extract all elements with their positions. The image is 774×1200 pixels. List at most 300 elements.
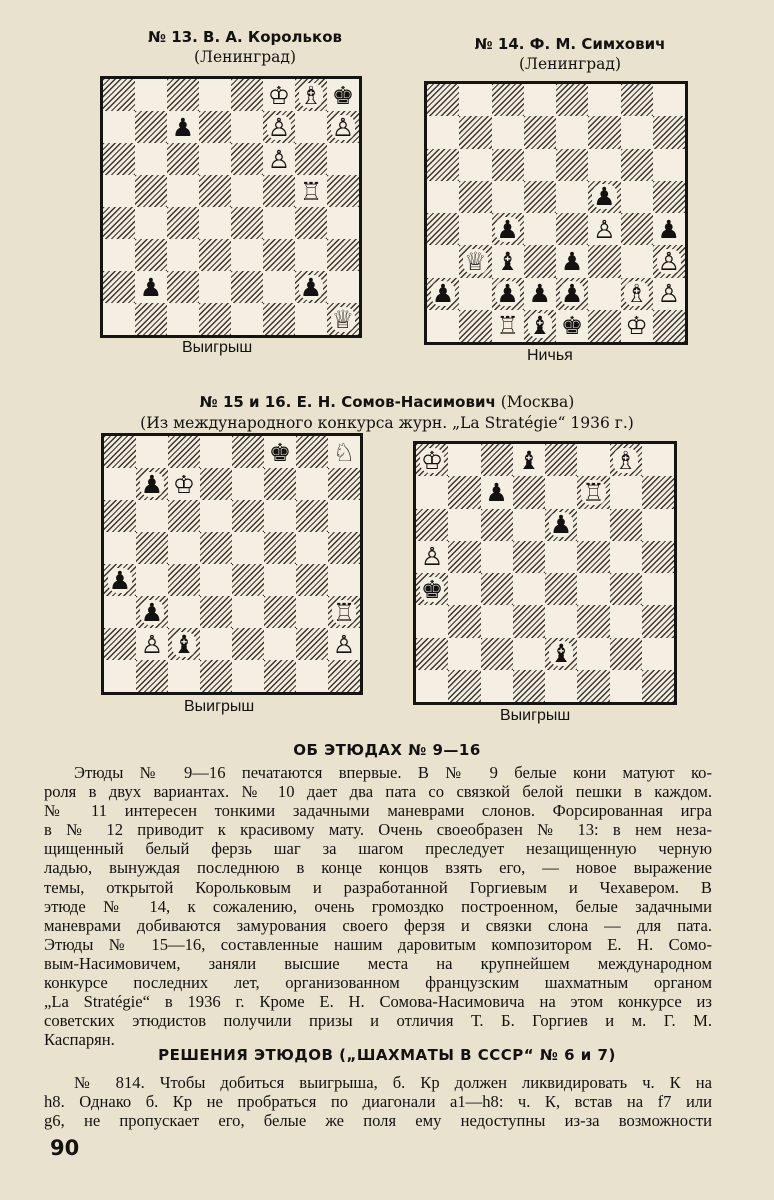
- square-g3: [621, 245, 653, 277]
- chess-board-15: [101, 433, 363, 695]
- square-a5: [427, 181, 459, 213]
- square-h6: [642, 509, 674, 541]
- square-f5: [263, 175, 295, 207]
- square-f1: [588, 310, 620, 342]
- square-c8: [481, 444, 513, 476]
- square-a6: [103, 143, 135, 175]
- square-a1: [427, 310, 459, 342]
- square-f4: [264, 564, 296, 596]
- section-1-body: [44, 763, 712, 1049]
- section-heading-studies-9-16: ОБ ЭТЮДАХ № 9—16: [293, 741, 481, 759]
- chess-board-16: [413, 441, 677, 705]
- board-grid: [427, 84, 685, 342]
- square-e5: [232, 532, 264, 564]
- square-g7: [610, 476, 642, 508]
- square-c4: [481, 573, 513, 605]
- square-c2: [168, 628, 200, 660]
- square-e3: [231, 239, 263, 271]
- square-d3: [513, 605, 545, 637]
- square-d7: [513, 476, 545, 508]
- square-b7: [448, 476, 480, 508]
- square-g7: [621, 116, 653, 148]
- square-d2: [200, 628, 232, 660]
- text-line: Этюды № 15—16, составленные нашим даровитым композитором Е. Н. Сомо-: [44, 934, 712, 954]
- square-h2: [327, 271, 359, 303]
- square-f7: [263, 111, 295, 143]
- square-e2: [231, 271, 263, 303]
- square-a5: [416, 541, 448, 573]
- text-line: конкурсе последних лет, организованном французским шахматным органом: [44, 973, 712, 993]
- square-a4: [416, 573, 448, 605]
- square-e7: [556, 116, 588, 148]
- text-line: g6, не пропускает его, белые же поля ему недоступны из-за возможности: [44, 1111, 712, 1131]
- square-c2: [481, 638, 513, 670]
- square-h8: [653, 84, 685, 116]
- square-g8: [295, 79, 327, 111]
- square-c4: [167, 207, 199, 239]
- white-queen-icon: ♕: [464, 246, 487, 276]
- square-h7: [328, 468, 360, 500]
- black-king-icon: ♚: [331, 80, 355, 110]
- square-f5: [577, 541, 609, 573]
- square-f7: [588, 116, 620, 148]
- square-e3: [556, 245, 588, 277]
- square-a4: [103, 207, 135, 239]
- square-f6: [264, 500, 296, 532]
- square-f2: [588, 278, 620, 310]
- square-g3: [295, 239, 327, 271]
- square-b3: [135, 239, 167, 271]
- white-pawn-icon: ♙: [332, 629, 356, 659]
- square-a7: [103, 111, 135, 143]
- square-h1: [653, 310, 685, 342]
- square-e6: [556, 149, 588, 181]
- square-h4: [653, 213, 685, 245]
- square-b1: [459, 310, 491, 342]
- text-line: щищенный белый ферзь шаг за шагом преследует незащищенную черную: [44, 839, 712, 859]
- square-g2: [295, 271, 327, 303]
- square-g6: [296, 500, 328, 532]
- square-g4: [295, 207, 327, 239]
- square-b1: [135, 303, 167, 335]
- black-pawn-icon: ♟: [657, 214, 681, 244]
- square-e3: [545, 605, 577, 637]
- black-pawn-icon: ♟: [140, 597, 164, 627]
- square-e8: [545, 444, 577, 476]
- square-a4: [427, 213, 459, 245]
- square-f4: [263, 207, 295, 239]
- study-13-result: Выигрыш: [182, 339, 253, 356]
- square-d8: [513, 444, 545, 476]
- white-pawn-icon: ♙: [420, 542, 444, 572]
- black-pawn-icon: ♟: [549, 510, 573, 540]
- square-d5: [513, 541, 545, 573]
- square-c8: [168, 436, 200, 468]
- square-g3: [296, 596, 328, 628]
- white-bishop-icon: ♗: [614, 445, 637, 475]
- square-e6: [232, 500, 264, 532]
- text-line: вым-Насимовичем, заняли высшие места на крупнейшем международном: [44, 953, 712, 973]
- square-c1: [167, 303, 199, 335]
- square-c5: [168, 532, 200, 564]
- square-d3: [199, 239, 231, 271]
- square-d3: [200, 596, 232, 628]
- square-b6: [135, 143, 167, 175]
- black-bishop-icon: ♝: [172, 629, 196, 659]
- square-c4: [168, 564, 200, 596]
- text-line: роля в двух вариантах. № 10 дает два пата со связкой белой пешки в каждом.: [44, 782, 712, 802]
- study-14-place: (Ленинград): [518, 55, 622, 73]
- white-pawn-icon: ♙: [267, 144, 291, 174]
- square-f6: [577, 509, 609, 541]
- square-e5: [545, 541, 577, 573]
- square-c6: [481, 509, 513, 541]
- square-d6: [513, 509, 545, 541]
- board-grid: [103, 79, 359, 335]
- square-b7: [135, 111, 167, 143]
- square-c6: [168, 500, 200, 532]
- square-h7: [653, 116, 685, 148]
- square-c8: [167, 79, 199, 111]
- square-g8: [621, 84, 653, 116]
- square-e7: [545, 476, 577, 508]
- square-d2: [513, 638, 545, 670]
- study-15-16-title: № 15 и 16. Е. Н. Сомов-Насимович: [199, 393, 496, 411]
- square-e7: [232, 468, 264, 500]
- square-h4: [327, 207, 359, 239]
- square-d3: [524, 245, 556, 277]
- square-h7: [327, 111, 359, 143]
- square-a6: [104, 500, 136, 532]
- text-line: темы, открытой Корольковым и разработанной Горгиевым и Чехавером. В: [44, 877, 712, 897]
- square-b5: [448, 541, 480, 573]
- black-bishop-icon: ♝: [528, 311, 552, 341]
- square-f5: [264, 532, 296, 564]
- text-line: ладью, вынуждая последнюю в конце концов взять его, — новое выражение: [44, 858, 712, 878]
- square-e8: [231, 79, 263, 111]
- square-f2: [264, 628, 296, 660]
- square-f2: [577, 638, 609, 670]
- square-a2: [427, 278, 459, 310]
- square-a6: [427, 149, 459, 181]
- square-c1: [168, 660, 200, 692]
- chess-board-14: [424, 81, 688, 345]
- square-e2: [545, 638, 577, 670]
- square-e2: [232, 628, 264, 660]
- square-g7: [295, 111, 327, 143]
- square-b7: [459, 116, 491, 148]
- square-a3: [416, 605, 448, 637]
- square-g4: [621, 213, 653, 245]
- black-bishop-icon: ♝: [496, 246, 519, 276]
- square-g4: [610, 573, 642, 605]
- white-rook-icon: ♖: [582, 477, 605, 507]
- square-a8: [103, 79, 135, 111]
- study-14-result: Ничья: [527, 347, 573, 364]
- black-bishop-icon: ♝: [549, 639, 573, 669]
- board-grid: [104, 436, 360, 692]
- black-pawn-icon: ♟: [528, 279, 552, 309]
- square-f4: [588, 213, 620, 245]
- square-a6: [416, 509, 448, 541]
- square-h3: [642, 605, 674, 637]
- square-d7: [200, 468, 232, 500]
- square-f7: [577, 476, 609, 508]
- section-heading-solutions: РЕШЕНИЯ ЭТЮДОВ („ШАХМАТЫ В СССР“ № 6 и 7): [158, 1046, 616, 1064]
- square-h3: [328, 596, 360, 628]
- square-b8: [448, 444, 480, 476]
- square-f8: [588, 84, 620, 116]
- square-g3: [610, 605, 642, 637]
- square-c2: [167, 271, 199, 303]
- square-c6: [492, 149, 524, 181]
- square-b1: [448, 670, 480, 702]
- square-a8: [104, 436, 136, 468]
- square-a4: [104, 564, 136, 596]
- square-a1: [416, 670, 448, 702]
- white-rook-icon: ♖: [299, 176, 323, 206]
- square-d1: [199, 303, 231, 335]
- study-13-title: № 13. В. А. Корольков: [147, 28, 342, 46]
- square-h6: [328, 500, 360, 532]
- square-f8: [264, 436, 296, 468]
- square-b2: [136, 628, 168, 660]
- square-d8: [199, 79, 231, 111]
- square-g2: [296, 628, 328, 660]
- square-d7: [524, 116, 556, 148]
- square-d5: [524, 181, 556, 213]
- square-f5: [588, 181, 620, 213]
- square-g1: [296, 660, 328, 692]
- square-b6: [459, 149, 491, 181]
- square-b8: [459, 84, 491, 116]
- square-h6: [653, 149, 685, 181]
- white-pawn-icon: ♙: [657, 279, 681, 309]
- square-h8: [327, 79, 359, 111]
- black-king-icon: ♚: [560, 311, 584, 341]
- square-c7: [167, 111, 199, 143]
- square-e4: [231, 207, 263, 239]
- square-h5: [328, 532, 360, 564]
- square-a2: [416, 638, 448, 670]
- square-c7: [168, 468, 200, 500]
- text-line: h8. Однако б. Кр не пробраться по диагонали a1—h8: ч. К, встав на f7 или: [44, 1092, 712, 1112]
- square-d7: [199, 111, 231, 143]
- square-h5: [327, 175, 359, 207]
- square-c5: [167, 175, 199, 207]
- white-queen-icon: ♕: [331, 304, 355, 334]
- square-e8: [556, 84, 588, 116]
- square-a5: [103, 175, 135, 207]
- square-h4: [642, 573, 674, 605]
- square-c1: [492, 310, 524, 342]
- square-f6: [588, 149, 620, 181]
- square-a3: [104, 596, 136, 628]
- text-line: этюде № 14, к сожалению, очень громоздко построенном, белые задачными: [44, 896, 712, 916]
- square-b8: [136, 436, 168, 468]
- black-pawn-icon: ♟: [108, 565, 132, 595]
- square-a7: [416, 476, 448, 508]
- black-pawn-icon: ♟: [593, 182, 616, 212]
- square-b4: [459, 213, 491, 245]
- square-f8: [577, 444, 609, 476]
- text-line: № 814. Чтобы добиться выигрыша, б. Кр должен ликвидировать ч. К на: [74, 1073, 712, 1092]
- square-f3: [577, 605, 609, 637]
- square-a2: [103, 271, 135, 303]
- square-g4: [296, 564, 328, 596]
- square-a8: [416, 444, 448, 476]
- square-g2: [610, 638, 642, 670]
- square-d8: [524, 84, 556, 116]
- square-e5: [556, 181, 588, 213]
- square-e4: [232, 564, 264, 596]
- square-d4: [513, 573, 545, 605]
- square-f1: [577, 670, 609, 702]
- square-a8: [427, 84, 459, 116]
- square-b4: [136, 564, 168, 596]
- square-b6: [448, 509, 480, 541]
- square-b3: [459, 245, 491, 277]
- square-g8: [296, 436, 328, 468]
- study-13-place: (Ленинград): [193, 48, 297, 66]
- square-d4: [524, 213, 556, 245]
- study-14-header: [420, 35, 720, 73]
- white-pawn-icon: ♙: [140, 629, 164, 659]
- black-king-icon: ♚: [268, 437, 292, 467]
- square-c3: [167, 239, 199, 271]
- black-pawn-icon: ♟: [140, 469, 164, 499]
- square-f6: [263, 143, 295, 175]
- chess-board-13: [100, 76, 362, 338]
- square-c7: [492, 116, 524, 148]
- square-b5: [136, 532, 168, 564]
- square-f7: [264, 468, 296, 500]
- square-e4: [556, 213, 588, 245]
- square-h2: [642, 638, 674, 670]
- white-king-icon: ♔: [420, 445, 444, 475]
- square-g1: [621, 310, 653, 342]
- study-16-result: Выигрыш: [500, 707, 571, 724]
- square-e5: [231, 175, 263, 207]
- square-h3: [327, 239, 359, 271]
- square-d2: [524, 278, 556, 310]
- square-b5: [459, 181, 491, 213]
- square-a7: [427, 116, 459, 148]
- square-c4: [492, 213, 524, 245]
- black-bishop-icon: ♝: [517, 445, 541, 475]
- square-d1: [524, 310, 556, 342]
- square-g6: [621, 149, 653, 181]
- square-a3: [103, 239, 135, 271]
- black-pawn-icon: ♟: [171, 112, 195, 142]
- square-b2: [135, 271, 167, 303]
- square-e4: [545, 573, 577, 605]
- square-b1: [136, 660, 168, 692]
- square-b4: [448, 573, 480, 605]
- square-g5: [610, 541, 642, 573]
- square-a1: [104, 660, 136, 692]
- square-b5: [135, 175, 167, 207]
- square-c7: [481, 476, 513, 508]
- square-a2: [104, 628, 136, 660]
- study-13-header: [100, 28, 390, 66]
- square-h1: [327, 303, 359, 335]
- white-king-icon: ♔: [172, 469, 196, 499]
- square-h1: [642, 670, 674, 702]
- square-f1: [263, 303, 295, 335]
- square-g8: [610, 444, 642, 476]
- square-g5: [296, 532, 328, 564]
- square-d8: [200, 436, 232, 468]
- square-e1: [231, 303, 263, 335]
- white-knight-icon: ♘: [332, 437, 356, 467]
- black-king-icon: ♚: [420, 574, 444, 604]
- square-e8: [232, 436, 264, 468]
- square-c5: [481, 541, 513, 573]
- square-b2: [459, 278, 491, 310]
- square-c3: [168, 596, 200, 628]
- square-e6: [545, 509, 577, 541]
- square-g5: [621, 181, 653, 213]
- black-pawn-icon: ♟: [560, 279, 584, 309]
- white-pawn-icon: ♙: [267, 112, 291, 142]
- square-a7: [104, 468, 136, 500]
- square-g5: [295, 175, 327, 207]
- white-pawn-icon: ♙: [331, 112, 355, 142]
- square-a1: [103, 303, 135, 335]
- square-f3: [263, 239, 295, 271]
- square-b3: [448, 605, 480, 637]
- text-line: советских этюдистов получили призы и отличия Т. Б. Горгиев и м. Г. М.: [44, 1011, 712, 1031]
- study-14-title: № 14. Ф. М. Симхович: [474, 35, 666, 53]
- square-h8: [642, 444, 674, 476]
- square-b6: [136, 500, 168, 532]
- square-d5: [200, 532, 232, 564]
- white-pawn-icon: ♙: [657, 246, 681, 276]
- text-line: „La Stratégie“ в 1936 г. Кроме Е. Н. Сомова-Насимовича на этом конкурсе из: [44, 992, 712, 1012]
- square-g2: [621, 278, 653, 310]
- square-f3: [588, 245, 620, 277]
- square-d6: [200, 500, 232, 532]
- black-pawn-icon: ♟: [496, 214, 519, 244]
- white-bishop-icon: ♗: [299, 80, 323, 110]
- square-h2: [328, 628, 360, 660]
- square-b2: [448, 638, 480, 670]
- square-d6: [524, 149, 556, 181]
- study-15-result: Выигрыш: [184, 698, 255, 715]
- white-rook-icon: ♖: [332, 597, 356, 627]
- white-pawn-icon: ♙: [593, 214, 616, 244]
- square-d2: [199, 271, 231, 303]
- square-h8: [328, 436, 360, 468]
- square-e1: [545, 670, 577, 702]
- square-b7: [136, 468, 168, 500]
- square-c2: [492, 278, 524, 310]
- square-d1: [200, 660, 232, 692]
- square-c5: [492, 181, 524, 213]
- square-a3: [427, 245, 459, 277]
- square-h5: [653, 181, 685, 213]
- square-b8: [135, 79, 167, 111]
- square-g6: [295, 143, 327, 175]
- square-g1: [610, 670, 642, 702]
- page-number: 90: [50, 1136, 80, 1160]
- square-d1: [513, 670, 545, 702]
- black-pawn-icon: ♟: [299, 272, 323, 302]
- square-d4: [200, 564, 232, 596]
- square-b3: [136, 596, 168, 628]
- square-e1: [556, 310, 588, 342]
